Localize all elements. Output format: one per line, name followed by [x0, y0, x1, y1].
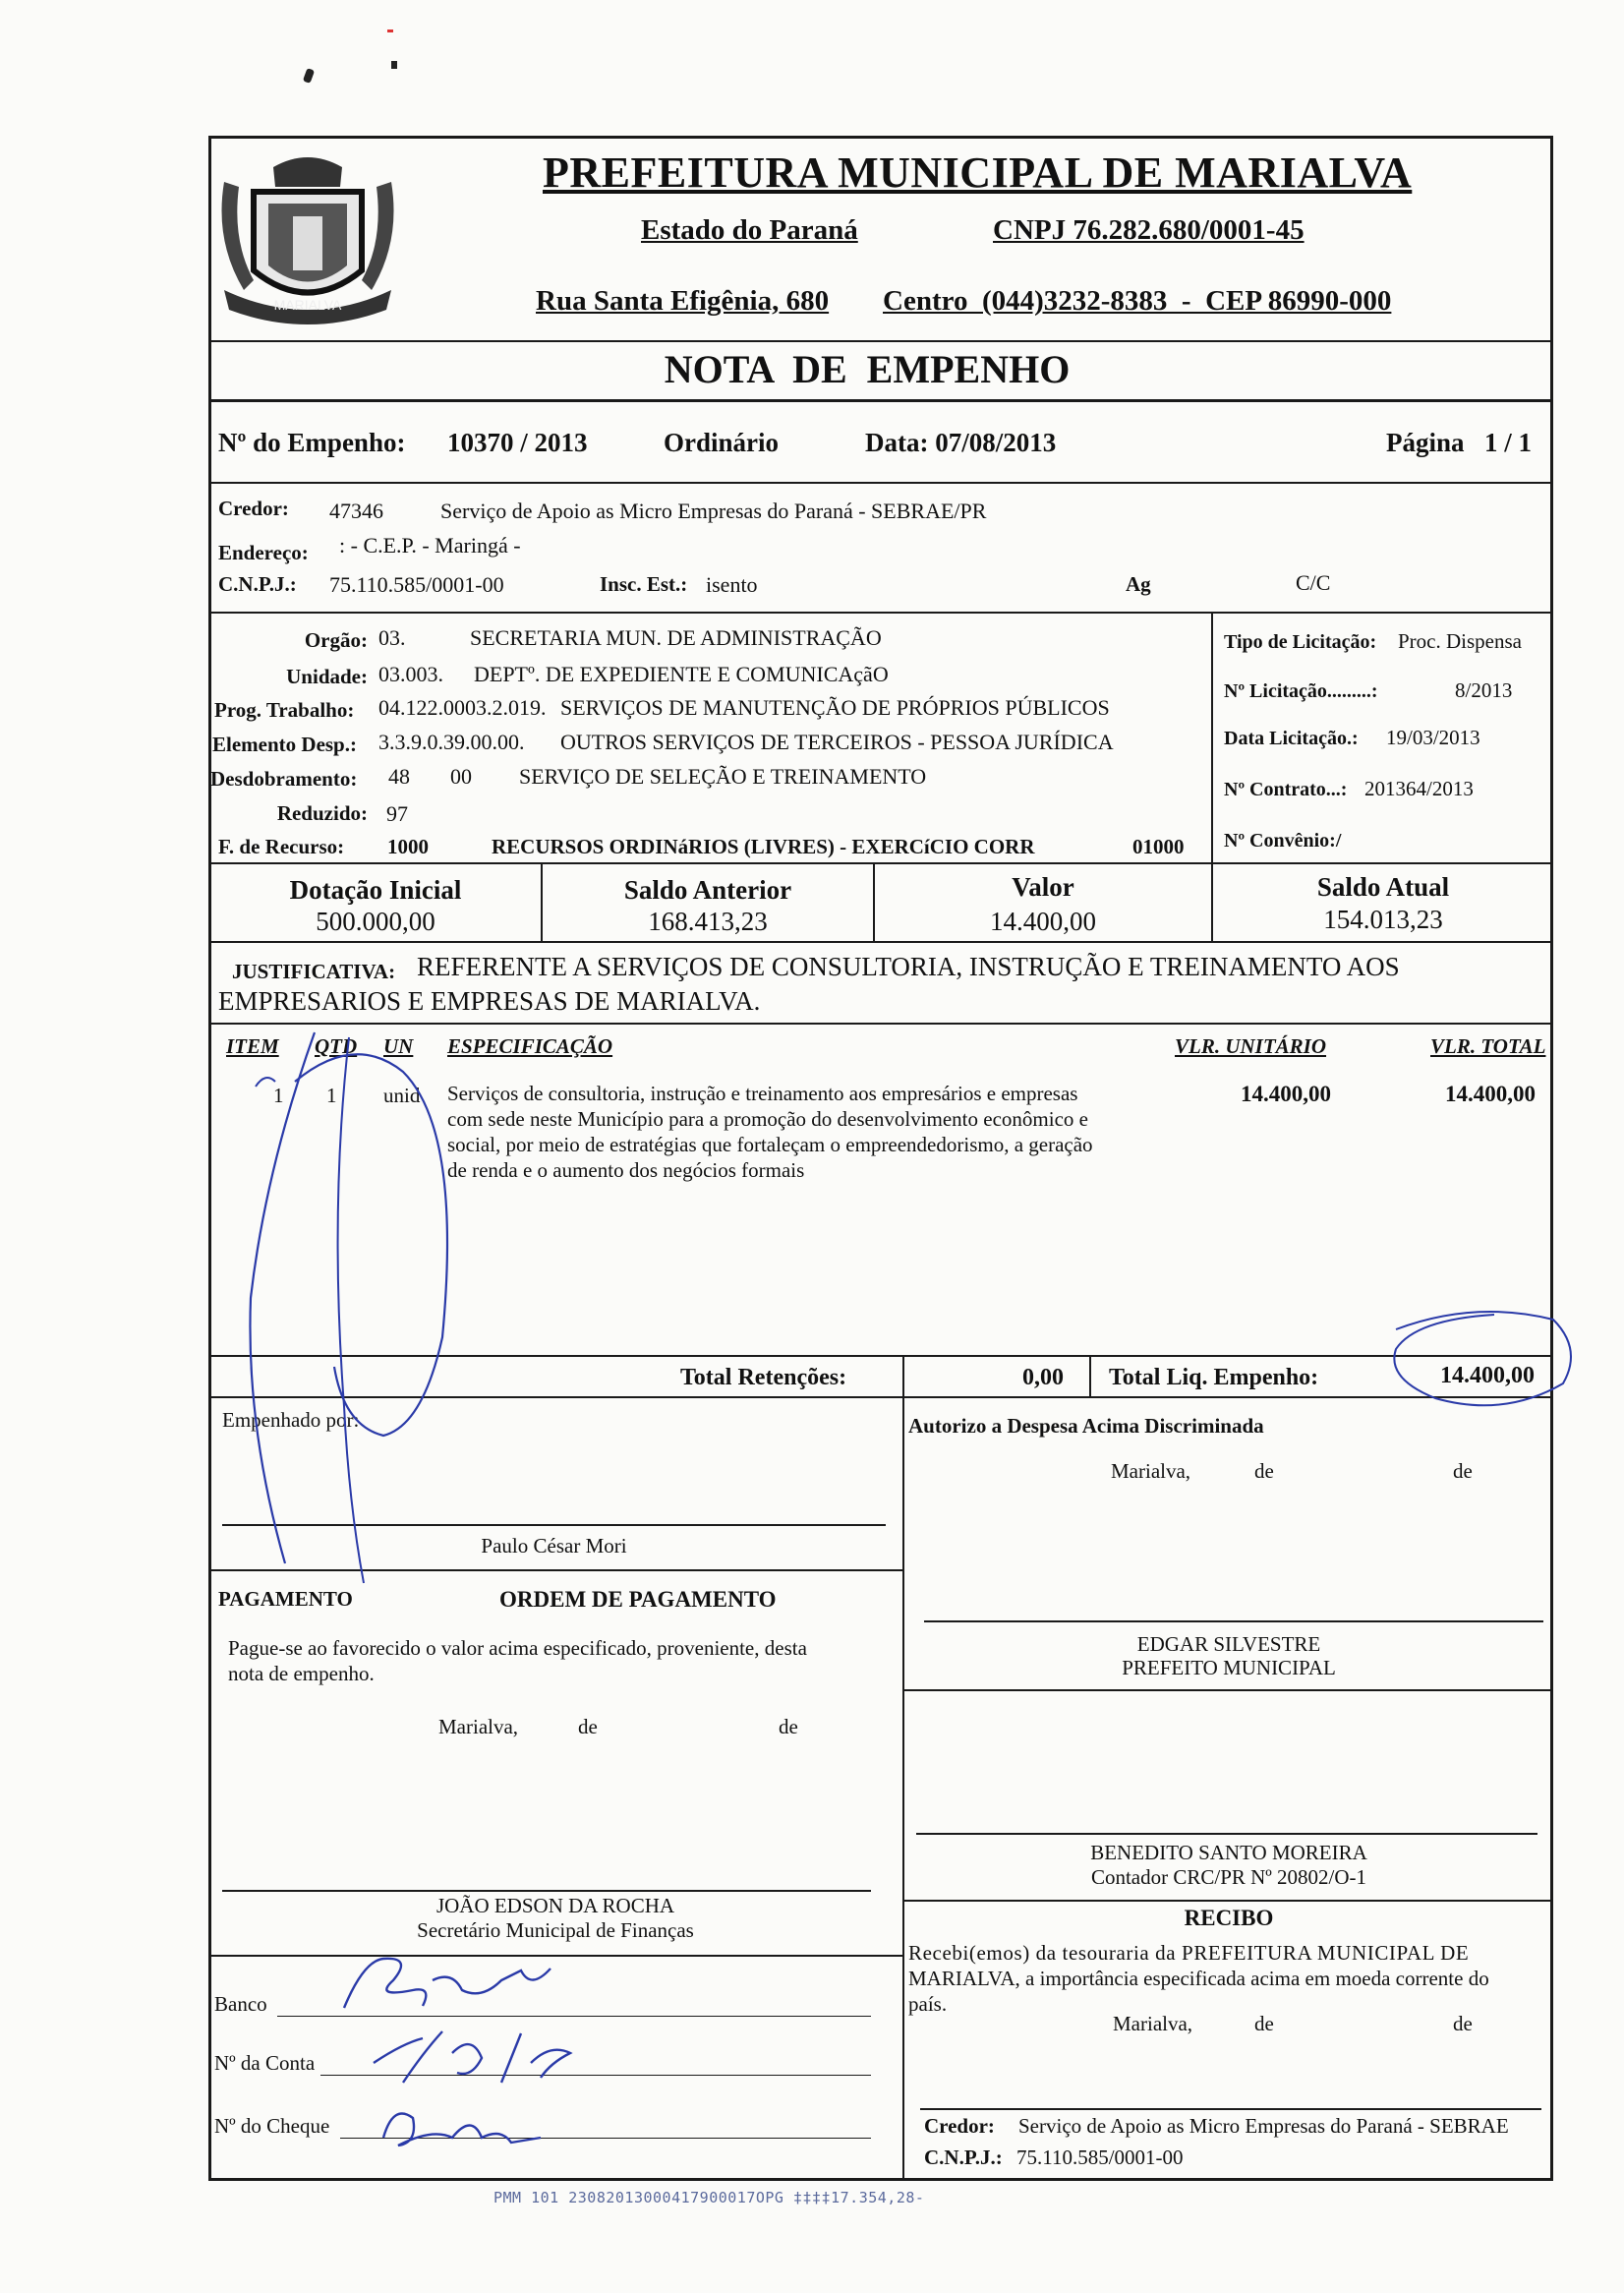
banco-field-line	[277, 2016, 871, 2017]
credor-label: Credor:	[218, 497, 289, 520]
saldo-atual-value: 154.013,23	[1323, 905, 1443, 934]
credor-cnpj: 75.110.585/0001-00	[329, 572, 504, 597]
header-state: Estado do Paraná	[641, 214, 858, 246]
contrato-label: Nº Contrato...:	[1224, 779, 1348, 800]
pagamento-de1: de	[578, 1715, 598, 1738]
conta-field-line	[320, 2075, 871, 2076]
divider	[902, 1689, 1553, 1691]
retencoes-label: Total Retenções:	[680, 1365, 847, 1390]
saldo-anterior-value: 168.413,23	[648, 907, 768, 936]
address-label: Endereço:	[218, 541, 309, 564]
unidade-name: DEPTº. DE EXPEDIENTE E COMUNICAçãO	[474, 662, 889, 686]
item-qtd: 1	[326, 1084, 337, 1107]
item-vlr-unitario: 14.400,00	[1241, 1082, 1331, 1106]
divider	[208, 399, 1553, 402]
page-number: 1 / 1	[1484, 428, 1533, 457]
signature-line	[916, 1833, 1537, 1835]
reduzido-value: 97	[386, 801, 408, 826]
recibo-text2: MARIALVA, a importância especificada acima em moeda corrente do	[908, 1967, 1489, 1990]
liq-empenho-label: Total Liq. Empenho:	[1109, 1365, 1319, 1390]
processing-stamp: PMM 101 23082013000417900017OPG ‡‡‡‡17.354,28-	[493, 2189, 925, 2206]
retencoes-value: 0,00	[1022, 1365, 1064, 1390]
dotacao-label: Dotação Inicial	[289, 875, 462, 905]
empenho-date: Data: 07/08/2013	[865, 428, 1057, 457]
ordem-pagamento-label: ORDEM DE PAGAMENTO	[499, 1587, 777, 1612]
recibo-text3: país.	[908, 1992, 948, 2016]
item-un: unid	[383, 1084, 421, 1107]
reduzido-label: Reduzido:	[276, 801, 368, 825]
autorizo-de2: de	[1453, 1459, 1473, 1483]
dotacao-value: 500.000,00	[316, 907, 435, 936]
divider	[208, 340, 1553, 342]
convenio-label: Nº Convênio:/	[1224, 830, 1342, 852]
recibo-city: Marialva,	[1113, 2012, 1193, 2035]
empenho-number: 10370 / 2013	[447, 428, 588, 457]
pagamento-de2: de	[779, 1715, 798, 1738]
divider	[208, 482, 1553, 484]
recibo-label: RECIBO	[1184, 1906, 1274, 1930]
tipo-licitacao-label: Tipo de Licitação:	[1224, 631, 1377, 653]
cc-label: C/C	[1296, 570, 1331, 595]
unidade-code: 03.003.	[378, 662, 443, 686]
pagamento-text1: Pague-se ao favorecido o valor acima especificado, proveniente, desta	[228, 1636, 807, 1660]
recurso-end: 01000	[1132, 835, 1185, 858]
header-street: Rua Santa Efigênia, 680	[536, 285, 830, 317]
divider	[208, 862, 1553, 864]
cnpj-label: C.N.P.J.:	[218, 572, 297, 596]
crest-text: MARIALVA	[273, 297, 342, 313]
num-licitacao-label: Nº Licitação.........:	[1224, 680, 1378, 702]
desd-name: SERVIÇO DE SELEÇÃO E TREINAMENTO	[519, 764, 927, 789]
recibo-text1: Recebi(emos) da tesouraria da PREFEITURA MUNICIPAL DE	[908, 1941, 1470, 1965]
item-desc-line: Serviços de consultoria, instrução e treinamento aos empresários e empresas	[447, 1082, 1078, 1105]
page-title: PREFEITURA MUNICIPAL DE MARIALVA	[543, 148, 1413, 197]
prog-code: 04.122.0003.2.019.	[378, 695, 547, 720]
credor-address: : - C.E.P. - Maringá -	[339, 533, 521, 558]
liq-empenho-value: 14.400,00	[1440, 1363, 1535, 1388]
data-licitacao-label: Data Licitação.:	[1224, 728, 1359, 749]
divider	[208, 1396, 1553, 1398]
signature-line	[924, 1620, 1543, 1622]
col-vlr-total: VLR. TOTAL	[1430, 1034, 1546, 1058]
pagamento-city: Marialva,	[438, 1715, 519, 1738]
header-cnpj: CNPJ 76.282.680/0001-45	[993, 214, 1305, 246]
justificativa-line2: EMPRESARIOS E EMPRESAS DE MARIALVA.	[218, 986, 761, 1016]
contador-role: Contador CRC/PR Nº 20802/O-1	[1090, 1865, 1367, 1889]
autorizo-de1: de	[1254, 1459, 1274, 1483]
orgao-label: Orgão:	[304, 628, 368, 652]
recurso-label: F. de Recurso:	[218, 835, 345, 858]
cheque-label: Nº do Cheque	[214, 2114, 330, 2138]
item-desc-line: social, por meio de estratégias que fortaleçam o empreendedorismo, a geração	[447, 1133, 1093, 1156]
stray-mark	[387, 29, 393, 32]
autorizo-city: Marialva,	[1111, 1459, 1191, 1483]
secretario-name: JOÃO EDSON DA ROCHA	[435, 1894, 675, 1917]
tipo-licitacao-value: Proc. Dispensa	[1398, 629, 1522, 653]
document-title: NOTA DE EMPENHO	[664, 347, 1071, 391]
num-licitacao-value: 8/2013	[1455, 678, 1513, 702]
empenho-label: Nº do Empenho:	[218, 428, 406, 457]
insc-value: isento	[706, 572, 758, 597]
orgao-name: SECRETARIA MUN. DE ADMINISTRAÇÃO	[470, 625, 882, 650]
contador-name: BENEDITO SANTO MOREIRA	[1090, 1841, 1367, 1864]
stray-mark	[303, 68, 315, 84]
divider	[902, 1355, 904, 1396]
elemento-code: 3.3.9.0.39.00.00.	[378, 730, 525, 754]
autorizo-label: Autorizo a Despesa Acima Discriminada	[908, 1414, 1264, 1438]
item-desc-line: de renda e o aumento dos negócios formais	[447, 1158, 805, 1182]
secretario-role: Secretário Municipal de Finanças	[417, 1918, 694, 1942]
footer-credor-name: Serviço de Apoio as Micro Empresas do Paraná - SEBRAE	[1018, 2114, 1509, 2138]
empenhado-name: Paulo César Mori	[481, 1534, 627, 1558]
signature-line	[222, 1890, 871, 1892]
item-vlr-total: 14.400,00	[1445, 1082, 1536, 1106]
prefeito-role: PREFEITO MUNICIPAL	[1122, 1656, 1336, 1679]
desd-sub: 00	[450, 764, 472, 789]
credor-name: Serviço de Apoio as Micro Empresas do Paraná - SEBRAE/PR	[440, 499, 987, 523]
recurso-code: 1000	[387, 835, 429, 858]
item-desc-line: com sede neste Município para a promoção do desenvolvimento econômico e	[447, 1107, 1088, 1131]
justificativa-line1: REFERENTE A SERVIÇOS DE CONSULTORIA, INSTRUÇÃO E TREINAMENTO AOS	[417, 952, 1400, 981]
signature-line	[222, 1524, 886, 1526]
unidade-label: Unidade:	[286, 665, 368, 688]
page-label: Página	[1386, 428, 1465, 457]
divider	[208, 1569, 902, 1571]
recibo-de1: de	[1254, 2012, 1274, 2035]
valor-label: Valor	[1012, 872, 1074, 902]
col-item: ITEM	[226, 1034, 279, 1058]
saldo-anterior-label: Saldo Anterior	[623, 875, 792, 905]
contrato-value: 201364/2013	[1364, 777, 1474, 800]
col-especificacao: ESPECIFICAÇÃO	[447, 1034, 613, 1058]
pagamento-label: PAGAMENTO	[218, 1587, 353, 1611]
stray-mark	[391, 61, 397, 69]
conta-label: Nº da Conta	[214, 2051, 316, 2075]
orgao-code: 03.	[378, 625, 406, 650]
divider	[208, 941, 1553, 943]
col-vlr-unitario: VLR. UNITÁRIO	[1175, 1034, 1327, 1058]
prog-label: Prog. Trabalho:	[214, 698, 355, 722]
ag-label: Ag	[1126, 572, 1151, 596]
desd-code: 48	[388, 764, 410, 789]
footer-cnpj-label: C.N.P.J.:	[924, 2146, 1003, 2169]
divider	[208, 1023, 1553, 1025]
pagamento-text2: nota de empenho.	[228, 1662, 375, 1685]
footer-cnpj-value: 75.110.585/0001-00	[1016, 2146, 1184, 2169]
credor-code: 47346	[329, 499, 383, 523]
crest-logo	[214, 143, 401, 334]
elemento-label: Elemento Desp.:	[212, 733, 357, 756]
cheque-field-line	[340, 2138, 871, 2139]
prefeito-name: EDGAR SILVESTRE	[1136, 1632, 1321, 1656]
item-number: 1	[273, 1084, 284, 1107]
elemento-name: OUTROS SERVIÇOS DE TERCEIROS - PESSOA JURÍDICA	[560, 730, 1114, 754]
justificativa-label: JUSTIFICATIVA:	[232, 960, 396, 983]
header-address: Centro (044)3232-8383 - CEP 86990-000	[883, 285, 1392, 317]
valor-value: 14.400,00	[990, 907, 1096, 936]
data-licitacao-value: 19/03/2013	[1386, 726, 1480, 749]
prog-name: SERVIÇOS DE MANUTENÇÃO DE PRÓPRIOS PÚBLICOS	[560, 695, 1110, 720]
divider	[902, 1900, 1553, 1902]
divider	[208, 612, 1553, 614]
banco-label: Banco	[214, 1992, 267, 2016]
divider	[1211, 612, 1213, 863]
recurso-name: RECURSOS ORDINáRIOS (LIVRES) - EXERCíCIO CORR	[492, 835, 1035, 858]
empenhado-label: Empenhado por:	[222, 1408, 360, 1432]
signature-line	[920, 2108, 1541, 2110]
desd-label: Desdobramento:	[210, 767, 358, 791]
recibo-de2: de	[1453, 2012, 1473, 2035]
divider	[902, 1396, 904, 2181]
empenho-type: Ordinário	[664, 428, 780, 457]
col-qtd: QTD	[315, 1034, 358, 1058]
divider	[208, 1955, 902, 1957]
insc-label: Insc. Est.:	[600, 572, 688, 596]
divider	[208, 1355, 1553, 1357]
footer-credor-label: Credor:	[924, 2114, 995, 2138]
saldo-atual-label: Saldo Atual	[1316, 872, 1450, 902]
divider	[1089, 1355, 1091, 1396]
col-un: UN	[383, 1034, 414, 1058]
